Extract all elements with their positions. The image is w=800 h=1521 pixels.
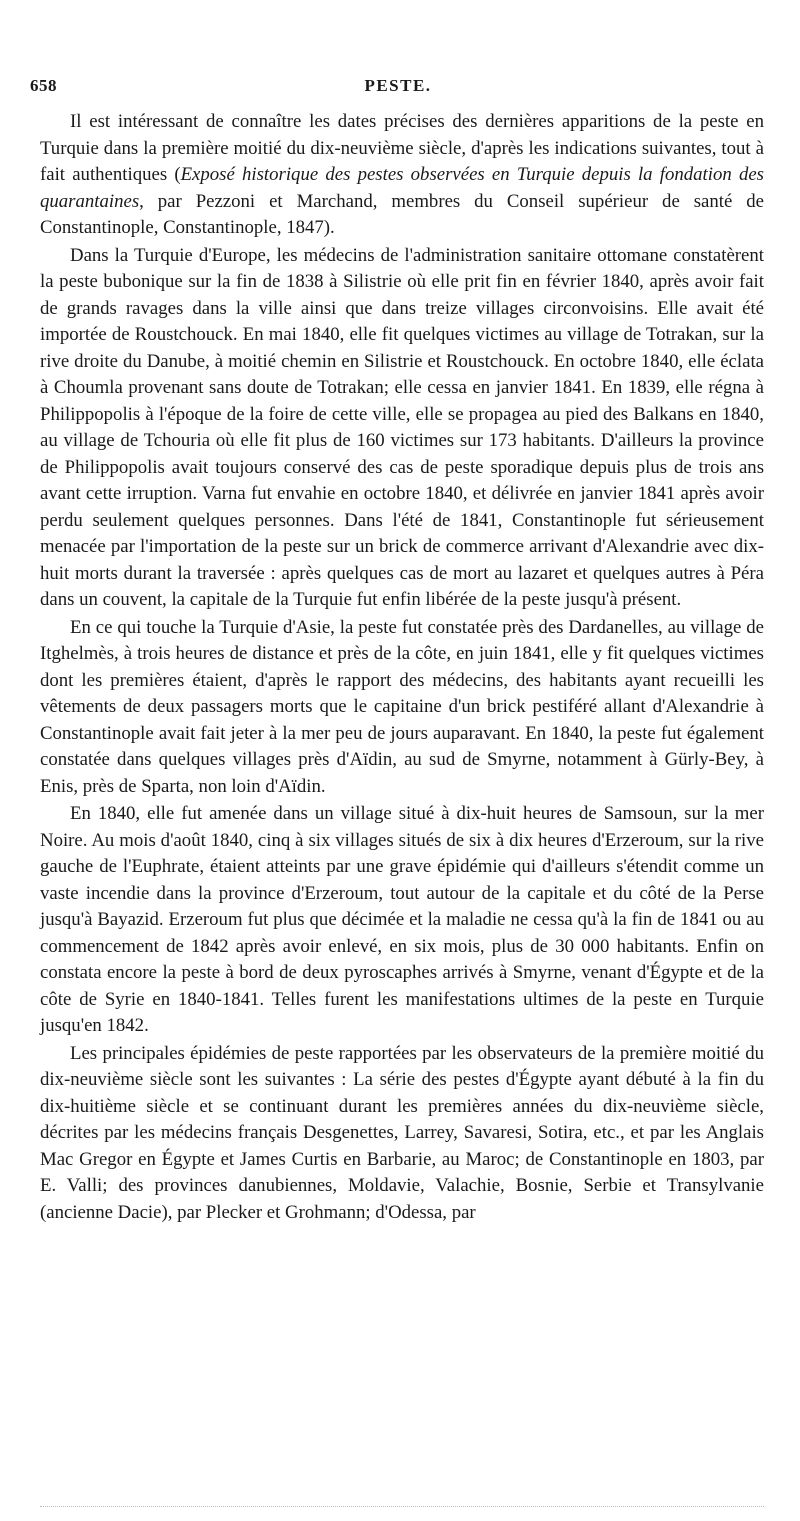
running-title: PESTE. [364,76,432,95]
paragraph-2: Dans la Turquie d'Europe, les médecins de l'administration sanitaire ottomane constatèrent la peste bubonique sur la fin de 1838 à Silistrie où elle prit fin en février 1840, après avoir fait de grands ravages dans la ville ainsi que dans treize villages circonvoisins. Elle avait été importée de Roustchouck. En mai 1840, elle fit quelques victimes au village de Totrakan, sur la rive droite du Danube, à moitié chemin en Silistrie et Roustchouck. En octobre 1840, elle éclata à Choumla provenant sans doute de Totrakan; elle cessa en janvier 1841. En 1839, elle régna à Philippopolis à l'époque de la foire de cette ville, elle se propagea au pied des Balkans en 1840, au village de Tchouria où elle fit plus de 160 victimes sur 173 habitants. D'ailleurs la province de Philippopolis avait toujours conservé des cas de peste sporadique depuis plus de trois ans avant cette irruption. Varna fut envahie en octobre 1840, et délivrée en janvier 1841 après avoir perdu seulement quelques personnes. Dans l'été de 1841, Constantinople fut sérieusement menacée par l'importation de la peste sur un brick de commerce arrivant d'Alexandrie avec dix-huit morts durant la traversée : après quelques cas de mort au lazaret et quelques autres à Péra dans un couvent, la capitale de la Turquie fut enfin libérée de la peste jusqu'à présent. [40,244,764,610]
body-text [40,109,764,1226]
paragraph-1-text-before: Il est intéressant de connaître les dates précises des dernières apparitions de la peste en Turquie dans la première moitié du dix-neuvième siècle, d'après les indications suivantes, tout à fait authentiques ( [40,111,764,185]
page-number: 658 [30,76,57,95]
cited-work-title: Exposé historique des pestes observées en Turquie depuis la fondation des quarantaines [40,164,764,212]
paragraph-1-text-after: , par Pezzoni et Marchand, membres du Conseil supérieur de santé de Constantinople, Constantinople, 1847). [40,190,764,238]
bottom-scan-artifact-rule [40,1506,764,1508]
paragraph-3: En ce qui touche la Turquie d'Asie, la peste fut constatée près des Dardanelles, au village de Itghelmès, à trois heures de distance et près de la côte, en juin 1841, elle y fit quelques victimes dont les premières étaient, d'après le rapport des médecins, des habitants ayant recueilli les vêtements de deux passagers morts que le capitaine d'un brick pestiféré allant d'Alexandrie à Constantinople avait fait jeter à la mer peu de jours auparavant. En 1840, la peste fut également constatée dans quelques villages près d'Aïdin, au sud de Smyrne, notamment à Gürly-Bey, à Enis, près de Sparta, non loin d'Aïdin. [40,616,764,797]
paragraph-5: Les principales épidémies de peste rapportées par les observateurs de la première moitié du dix-neuvième siècle sont les suivantes : La série des pestes d'Égypte ayant débuté à la fin du dix-huitième siècle et se continuant durant les premières années du dix-neuvième siècle, décrites par les médecins français Desgenettes, Larrey, Savaresi, Sotira, etc., et par les Anglais Mac Gregor en Égypte et James Curtis en Barbarie, au Maroc; de Constantinople en 1803, par E. Valli; des provinces danubiennes, Moldavie, Valachie, Bosnie, Serbie et Transylvanie (ancienne Dacie), par Plecker et Grohmann; d'Odessa, par [40,1042,764,1223]
paragraph-4: En 1840, elle fut amenée dans un village situé à dix-huit heures de Samsoun, sur la mer Noire. Au mois d'août 1840, cinq à six villages situés de six à dix heures d'Erzeroum, sur la rive gauche de l'Euphrate, étaient atteints par une grave épidémie qui d'ailleurs s'étendit comme un vaste incendie dans la province d'Erzeroum, tout autour de la capitale et du côté de la Perse jusqu'à Bayazid. Erzeroum fut plus que décimée et la maladie ne cessa qu'à la fin de 1841 ou au commencement de 1842 après avoir enlevé, en six mois, plus de 30 000 habitants. Enfin on constata encore la peste à bord de deux pyroscaphes arrivés à Smyrne, venant d'Égypte et de la côte de Syrie en 1840-1841. Telles furent les manifestations ultimes de la peste en Turquie jusqu'en 1842. [40,803,764,1036]
running-head [30,76,766,104]
paragraph-1 [40,109,764,242]
